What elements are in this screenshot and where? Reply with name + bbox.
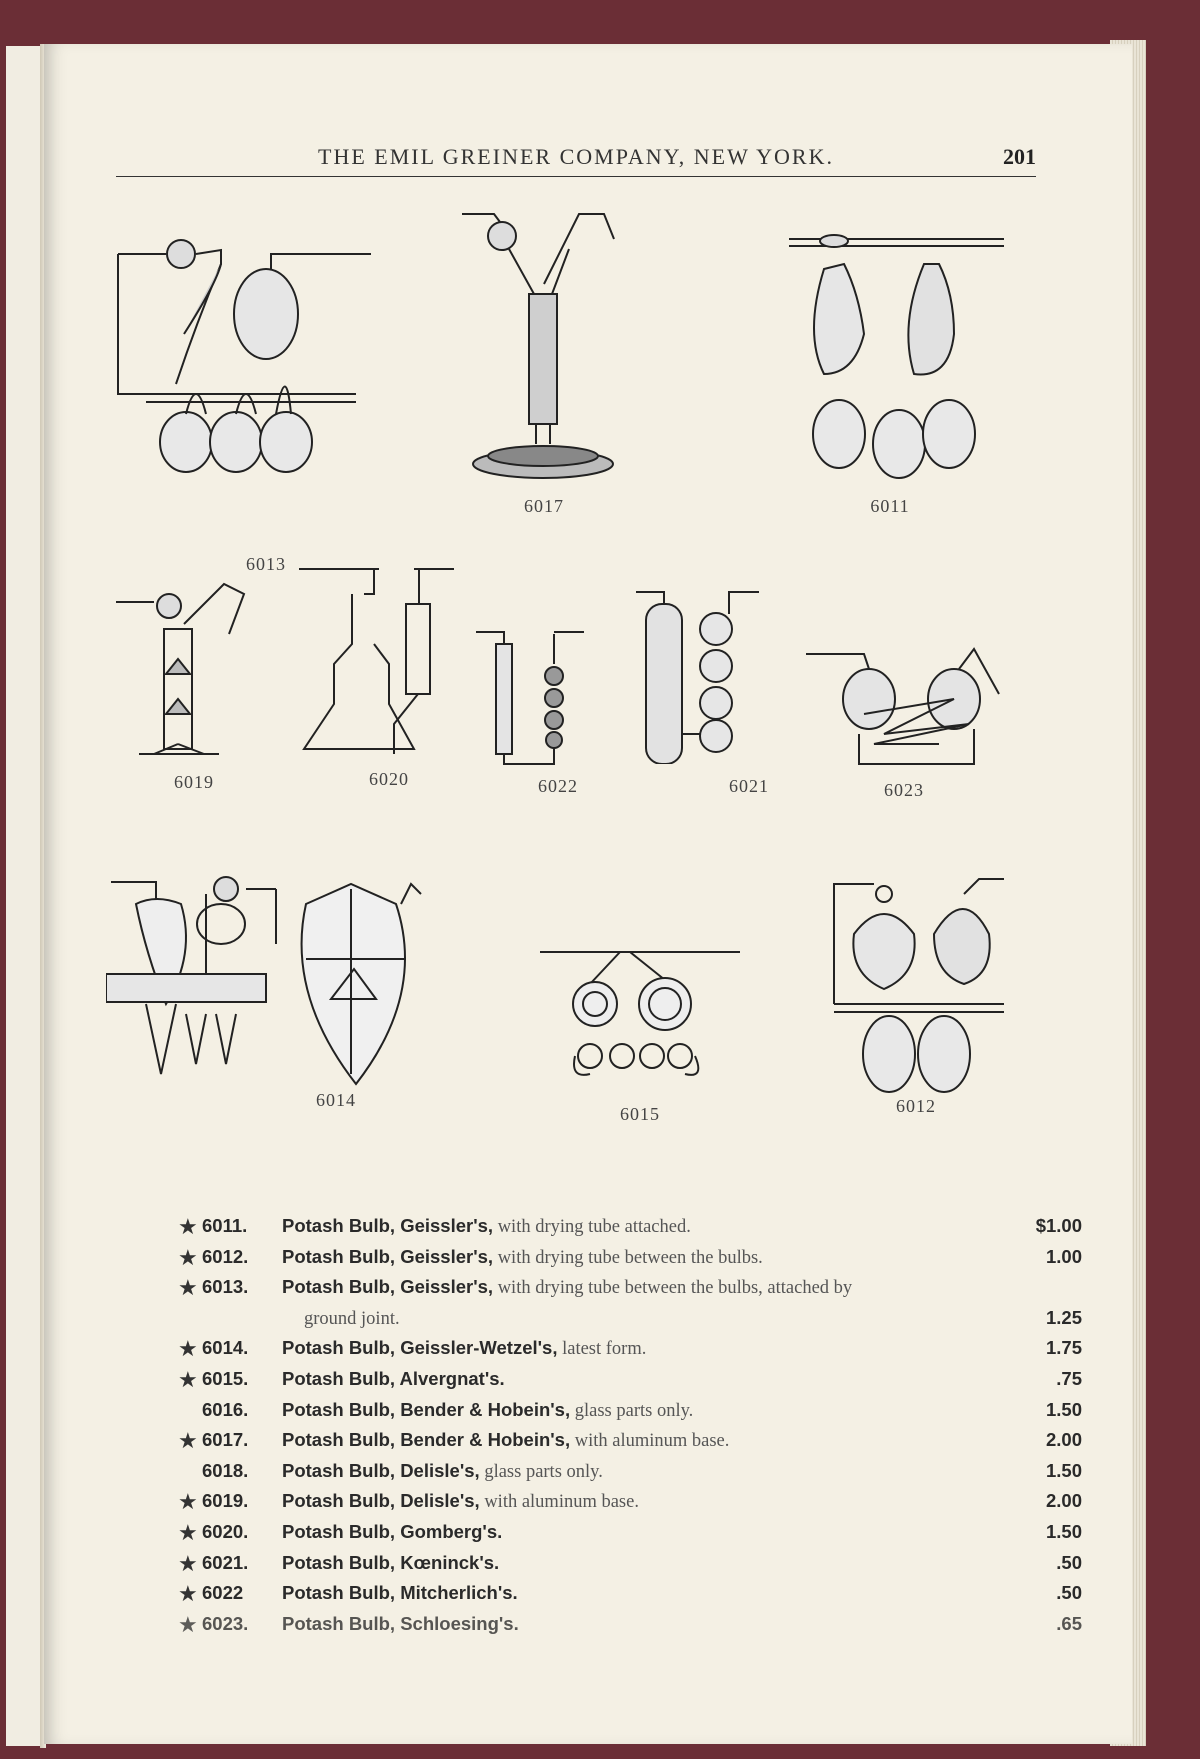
figure-6011-illustration	[784, 224, 1014, 516]
price-list-row	[162, 1457, 1082, 1488]
star-marker: ★	[178, 1214, 198, 1239]
item-price: 2.00	[1045, 1490, 1082, 1512]
item-number: 6020.	[202, 1520, 249, 1542]
item-description: with aluminum base.	[479, 1492, 639, 1513]
item-number: 6012.	[202, 1245, 249, 1267]
item-number: 6021.	[202, 1551, 249, 1573]
star-marker: ★	[178, 1244, 198, 1270]
figure-label: 6013	[246, 554, 286, 574]
figure-label: 6020	[369, 769, 409, 789]
figure-6020-illustration	[294, 564, 454, 789]
star-marker: ★	[178, 1366, 198, 1392]
item-name: Potash Bulb, Gomberg's.	[282, 1520, 503, 1542]
price-list-row	[162, 1396, 1082, 1427]
figure-6013-illustration	[106, 224, 376, 574]
item-name: Potash Bulb, Alvergnat's.	[282, 1367, 505, 1389]
item-name: Potash Bulb, Geissler's, with drying tube between the bulbs, attached by	[282, 1276, 853, 1299]
item-price: 1.25	[1045, 1306, 1082, 1328]
item-description: ground joint.	[304, 1308, 400, 1329]
item-number: 6018.	[202, 1459, 249, 1481]
price-list-row	[162, 1610, 1082, 1641]
price-list-row	[162, 1579, 1082, 1610]
item-price: .50	[1056, 1582, 1082, 1604]
price-list-row-continuation	[162, 1304, 1082, 1335]
item-name: Potash Bulb, Schloesing's.	[282, 1612, 519, 1634]
item-description: with drying tube between the bulbs.	[493, 1247, 763, 1268]
item-price: 1.50	[1045, 1459, 1082, 1481]
figure-6014-illustration	[106, 874, 436, 1110]
item-price: .75	[1056, 1367, 1082, 1389]
item-description: glass parts only.	[570, 1400, 694, 1421]
item-description: with drying tube between the bulbs, attached by	[493, 1278, 853, 1299]
price-list-row	[162, 1365, 1082, 1396]
figure-label: 6011	[870, 496, 910, 516]
star-marker: ★	[178, 1336, 198, 1362]
figure-6012-illustration	[824, 874, 1024, 1114]
price-list-row	[162, 1487, 1082, 1518]
item-price: 1.00	[1045, 1245, 1082, 1267]
figure-label: 6022	[538, 776, 578, 796]
figure-label: 6017	[524, 496, 564, 516]
figure-6021-illustration	[634, 584, 774, 796]
figure-label: 6015	[620, 1104, 660, 1124]
item-number: 6022	[202, 1582, 244, 1604]
price-list	[162, 1212, 1082, 1640]
item-name: Potash Bulb, Mitcherlich's.	[282, 1582, 518, 1604]
item-number: 6015.	[202, 1367, 249, 1389]
item-name: Potash Bulb, Geissler's, with drying tube between the bulbs.	[282, 1245, 763, 1268]
star-marker: ★	[178, 1581, 198, 1607]
star-marker: ★	[178, 1428, 198, 1454]
figure-label: 6012	[896, 1096, 936, 1116]
star-marker: ★	[178, 1489, 198, 1515]
item-description: with aluminum base.	[570, 1431, 730, 1452]
item-name: Potash Bulb, Geissler's, with drying tube attached.	[282, 1215, 691, 1237]
figure-6017-illustration	[454, 194, 624, 516]
item-number: 6013.	[202, 1276, 249, 1298]
item-description: with drying tube attached.	[493, 1217, 691, 1237]
item-name: Potash Bulb, Bender & Hobein's, glass parts only.	[282, 1398, 694, 1421]
item-number: 6023.	[202, 1612, 249, 1634]
item-name: Potash Bulb, Bender & Hobein's, with aluminum base.	[282, 1429, 730, 1452]
page-number: 201	[1003, 144, 1036, 169]
item-number: 6011.	[202, 1215, 248, 1236]
star-marker: ★	[178, 1519, 198, 1545]
item-name: Potash Bulb, Delisle's, with aluminum base.	[282, 1490, 639, 1513]
figure-label: 6021	[729, 776, 769, 796]
item-price: $1.00	[1035, 1215, 1082, 1236]
page-header	[116, 136, 1036, 177]
figure-6023-illustration	[804, 644, 1024, 800]
item-description: glass parts only.	[479, 1461, 603, 1482]
price-list-row	[162, 1243, 1082, 1274]
item-number: 6017.	[202, 1429, 249, 1451]
star-marker: ★	[178, 1611, 198, 1637]
item-price: 1.50	[1045, 1398, 1082, 1420]
left-page-edge	[6, 46, 41, 1746]
figure-label: 6023	[884, 780, 924, 800]
item-name: Potash Bulb, Geissler-Wetzel's, latest form.	[282, 1337, 647, 1360]
item-price: 1.75	[1045, 1337, 1082, 1359]
item-price: 1.50	[1045, 1520, 1082, 1542]
item-name: Potash Bulb, Kœninck's.	[282, 1551, 500, 1573]
item-name: Potash Bulb, Delisle's, glass parts only.	[282, 1459, 603, 1482]
catalog-page	[44, 44, 1132, 1744]
item-price: .65	[1056, 1612, 1082, 1634]
star-marker: ★	[178, 1550, 198, 1576]
item-number: 6016.	[202, 1398, 249, 1420]
price-list-row	[162, 1549, 1082, 1580]
figure-6015-illustration	[540, 944, 740, 1124]
item-number: 6019.	[202, 1490, 249, 1512]
price-list-row	[162, 1212, 1082, 1243]
price-list-row	[162, 1426, 1082, 1457]
item-price: .50	[1056, 1551, 1082, 1573]
item-price: 2.00	[1045, 1429, 1082, 1451]
price-list-row	[162, 1334, 1082, 1365]
price-list-row	[162, 1518, 1082, 1549]
page-header-title: THE EMIL GREINER COMPANY, NEW YORK.	[318, 144, 834, 169]
figure-label: 6014	[316, 1090, 356, 1110]
figure-6019-illustration	[114, 574, 264, 792]
item-number: 6014.	[202, 1337, 249, 1359]
item-name	[304, 1307, 400, 1330]
figure-label: 6019	[174, 772, 214, 792]
price-list-row	[162, 1273, 1082, 1304]
star-marker: ★	[178, 1275, 198, 1301]
item-description: latest form.	[557, 1339, 647, 1360]
figure-6022-illustration	[474, 624, 604, 796]
